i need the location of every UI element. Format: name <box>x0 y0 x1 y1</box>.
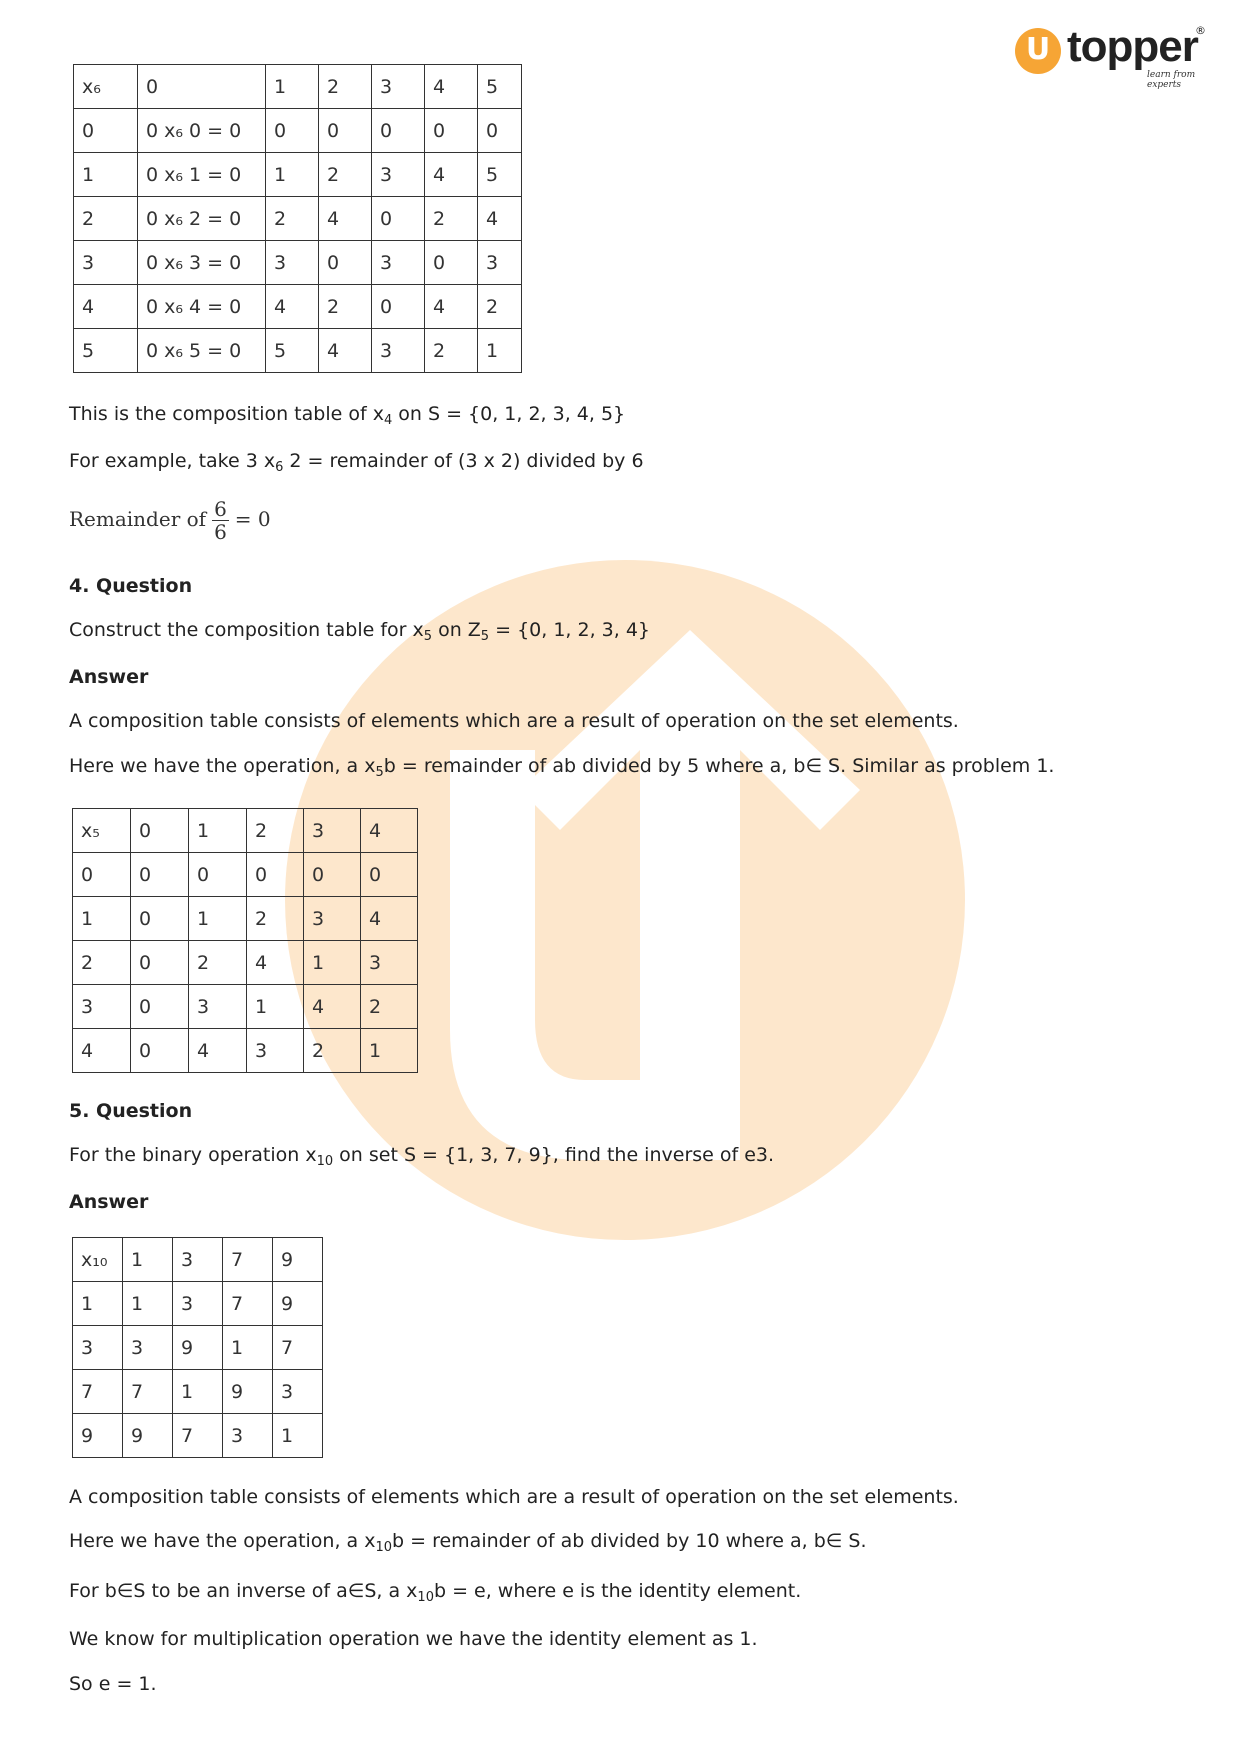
table-cell: 2 <box>74 197 138 241</box>
table-cell: 9 <box>173 1326 223 1370</box>
table-cell: 3 <box>372 329 425 373</box>
table-cell: 0 <box>131 809 189 853</box>
table-cell: 1 <box>478 329 522 373</box>
logo-u-icon: U <box>1015 28 1061 74</box>
table-cell: 0 <box>361 853 418 897</box>
table-cell: 9 <box>123 1414 173 1458</box>
table-cell: 0 <box>247 853 304 897</box>
table-cell: 3 <box>361 941 418 985</box>
table-cell: 9 <box>273 1238 323 1282</box>
table-cell: 7 <box>123 1370 173 1414</box>
table-cell: 3 <box>189 985 247 1029</box>
topper-logo[interactable] <box>1015 22 1215 90</box>
composition-table-x5 <box>72 808 418 1073</box>
table-cell: 9 <box>273 1282 323 1326</box>
table-cell: 3 <box>372 241 425 285</box>
table-row <box>74 197 522 241</box>
table-cell: 4 <box>319 329 372 373</box>
table-cell: 1 <box>304 941 361 985</box>
table-cell: 0 <box>319 241 372 285</box>
table-cell: 2 <box>319 153 372 197</box>
table-cell: x₅ <box>73 809 131 853</box>
table-row <box>73 941 418 985</box>
table-cell: 0 x₆ 4 = 0 <box>138 285 266 329</box>
table-cell: 0 <box>131 941 189 985</box>
table-cell: 0 <box>425 109 478 153</box>
logo-wordmark: topper <box>1067 22 1198 71</box>
q5-answer-line5: So e = 1. <box>69 1673 157 1695</box>
table-cell: 3 <box>304 897 361 941</box>
table-cell: 0 <box>319 109 372 153</box>
table-cell: 4 <box>361 809 418 853</box>
table-row <box>74 153 522 197</box>
table-cell: 0 x₆ 1 = 0 <box>138 153 266 197</box>
table-cell: 2 <box>73 941 131 985</box>
table-row <box>74 65 522 109</box>
table-cell: 1 <box>247 985 304 1029</box>
table-cell: 3 <box>247 1029 304 1073</box>
table-cell: 0 <box>131 897 189 941</box>
table-cell: 4 <box>425 285 478 329</box>
q5-answer-line4: We know for multiplication operation we have the identity element as 1. <box>69 1628 758 1650</box>
table-cell: 0 <box>73 853 131 897</box>
table-cell: 4 <box>189 1029 247 1073</box>
table-cell: 3 <box>173 1238 223 1282</box>
table-cell: 3 <box>123 1326 173 1370</box>
composition-table-x6 <box>73 64 522 373</box>
table-cell: 4 <box>266 285 319 329</box>
table-cell: 0 <box>304 853 361 897</box>
table-cell: 0 <box>131 1029 189 1073</box>
table-cell: 1 <box>73 897 131 941</box>
table-cell: 1 <box>223 1326 273 1370</box>
table-cell: 2 <box>319 65 372 109</box>
table-cell: 7 <box>223 1238 273 1282</box>
table-cell: 2 <box>425 197 478 241</box>
q5-answer-line2: Here we have the operation, a $x_{10}b$ = remainder of ab divided by 10 where a, b∈ S. <box>69 1530 867 1555</box>
table-cell: 9 <box>223 1370 273 1414</box>
composition-line: This is the composition table of $x_4$ on S = {0, 1, 2, 3, 4, 5} <box>69 403 626 428</box>
table-cell: 0 <box>138 65 266 109</box>
table-row <box>73 853 418 897</box>
table-cell: 4 <box>247 941 304 985</box>
table-cell: x₆ <box>74 65 138 109</box>
table-cell: x₁₀ <box>73 1238 123 1282</box>
table-cell: 0 <box>131 853 189 897</box>
table-row <box>74 329 522 373</box>
table-cell: 7 <box>173 1414 223 1458</box>
remainder-fraction: Remainder of $\frac{6}{6}$ = 0 <box>69 497 271 544</box>
example-line: For example, take 3 $x_6$ 2 = remainder of (3 x 2) divided by 6 <box>69 450 644 475</box>
table-cell: 3 <box>223 1414 273 1458</box>
table-row <box>73 985 418 1029</box>
table-cell: 0 <box>189 853 247 897</box>
table-cell: 1 <box>73 1282 123 1326</box>
table-cell: 0 <box>478 109 522 153</box>
table-row <box>73 1370 323 1414</box>
table-cell: 4 <box>319 197 372 241</box>
table-cell: 7 <box>223 1282 273 1326</box>
table-cell: 0 <box>74 109 138 153</box>
table-cell: 0 <box>266 109 319 153</box>
table-row <box>74 109 522 153</box>
table-row <box>73 897 418 941</box>
table-cell: 2 <box>266 197 319 241</box>
table-cell: 5 <box>478 153 522 197</box>
table-cell: 4 <box>361 897 418 941</box>
table-cell: 2 <box>247 809 304 853</box>
table-cell: 0 <box>372 285 425 329</box>
table-cell: 1 <box>173 1370 223 1414</box>
registered-mark: ® <box>1195 24 1206 37</box>
table-cell: 0 <box>372 109 425 153</box>
table-cell: 3 <box>74 241 138 285</box>
q4-heading: 4. Question <box>69 575 193 597</box>
table-cell: 0 <box>372 197 425 241</box>
table-cell: 1 <box>189 809 247 853</box>
table-cell: 0 x₆ 0 = 0 <box>138 109 266 153</box>
table-cell: 7 <box>273 1326 323 1370</box>
table-cell: 1 <box>273 1414 323 1458</box>
table-cell: 0 <box>425 241 478 285</box>
table-cell: 1 <box>74 153 138 197</box>
table-cell: 3 <box>372 65 425 109</box>
table-row <box>73 1238 323 1282</box>
table-cell: 0 x₆ 3 = 0 <box>138 241 266 285</box>
table-cell: 2 <box>361 985 418 1029</box>
table-cell: 2 <box>189 941 247 985</box>
table-cell: 3 <box>304 809 361 853</box>
q5-question: For the binary operation $x_{10}$ on set S = {1, 3, 7, 9}, find the inverse of e3. <box>69 1144 775 1169</box>
table-row <box>73 1282 323 1326</box>
table-cell: 3 <box>372 153 425 197</box>
table-cell: 0 <box>131 985 189 1029</box>
q4-answer-label: Answer <box>69 666 149 688</box>
table-row <box>73 809 418 853</box>
table-cell: 4 <box>478 197 522 241</box>
table-cell: 7 <box>73 1370 123 1414</box>
table-cell: 2 <box>247 897 304 941</box>
table-cell: 2 <box>425 329 478 373</box>
table-row <box>74 285 522 329</box>
table-cell: 4 <box>425 65 478 109</box>
table-cell: 5 <box>478 65 522 109</box>
q5-answer-label: Answer <box>69 1191 149 1213</box>
q4-answer-line1: A composition table consists of elements which are a result of operation on the set elements. <box>69 710 959 732</box>
table-cell: 3 <box>478 241 522 285</box>
table-cell: 2 <box>304 1029 361 1073</box>
table-cell: 3 <box>73 985 131 1029</box>
table-cell: 1 <box>189 897 247 941</box>
table-cell: 3 <box>73 1326 123 1370</box>
q5-answer-line1: A composition table consists of elements which are a result of operation on the set elements. <box>69 1486 959 1508</box>
q4-question: Construct the composition table for $x_5$ on $Z_5 = \{0$, 1, 2, 3, 4} <box>69 619 651 644</box>
table-cell: 1 <box>266 65 319 109</box>
table-cell: 3 <box>273 1370 323 1414</box>
table-cell: 2 <box>478 285 522 329</box>
table-cell: 3 <box>266 241 319 285</box>
table-cell: 4 <box>73 1029 131 1073</box>
q4-answer-line2: Here we have the operation, a $x_5b$ = remainder of ab divided by 5 where a, b∈ S. Similar as problem 1. <box>69 755 1055 780</box>
table-cell: 4 <box>74 285 138 329</box>
table-cell: 0 x₆ 2 = 0 <box>138 197 266 241</box>
table-cell: 9 <box>73 1414 123 1458</box>
table-row <box>74 241 522 285</box>
composition-table-x10 <box>72 1237 323 1458</box>
table-cell: 5 <box>74 329 138 373</box>
table-cell: 4 <box>425 153 478 197</box>
table-cell: 1 <box>266 153 319 197</box>
table-row <box>73 1029 418 1073</box>
table-cell: 1 <box>123 1238 173 1282</box>
table-row <box>73 1414 323 1458</box>
table-cell: 5 <box>266 329 319 373</box>
table-cell: 1 <box>361 1029 418 1073</box>
table-cell: 0 x₆ 5 = 0 <box>138 329 266 373</box>
q5-answer-line3: For b∈S to be an inverse of a∈S, a $x_{10}b = e$, where e is the identity element. <box>69 1580 802 1605</box>
table-cell: 1 <box>123 1282 173 1326</box>
table-cell: 2 <box>319 285 372 329</box>
table-cell: 3 <box>173 1282 223 1326</box>
logo-tagline: learn from experts <box>1147 70 1196 90</box>
table-row <box>73 1326 323 1370</box>
q5-heading: 5. Question <box>69 1100 193 1122</box>
table-cell: 4 <box>304 985 361 1029</box>
